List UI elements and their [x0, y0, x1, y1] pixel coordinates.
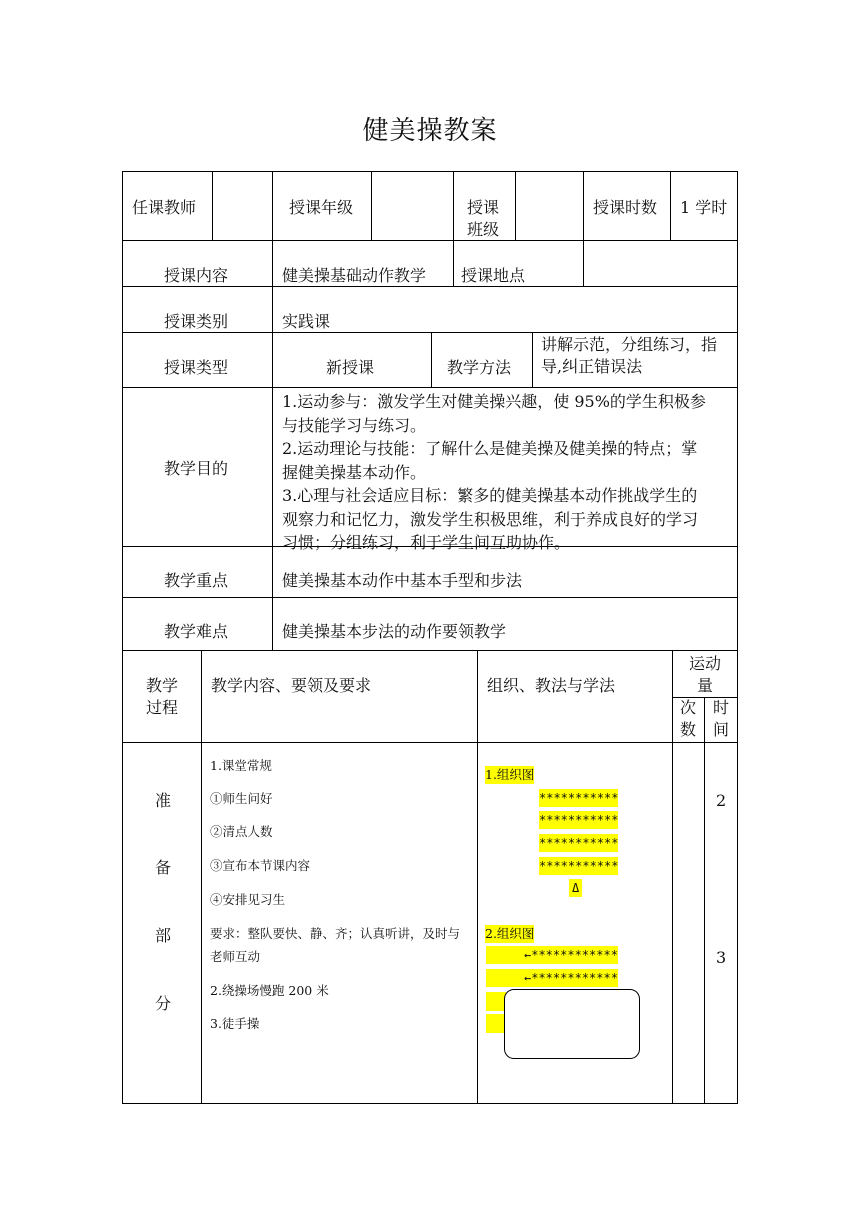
process-col1-line1: 教学 — [146, 676, 179, 695]
formation-row: *********** — [539, 836, 619, 850]
load-header-line2: 量 — [697, 676, 714, 695]
prep-item: ①师生问好 — [210, 791, 273, 806]
method-value-line1: 讲解示范，分组练习，指 — [541, 335, 718, 354]
time-header-line1: 时 — [713, 698, 730, 717]
prep-item: ③宣布本节课内容 — [210, 858, 311, 873]
aims-line: 习惯；分组练习，利于学生间互助协作。 — [282, 533, 571, 552]
type-label: 授课类型 — [164, 358, 229, 377]
category-label: 授课类别 — [164, 312, 229, 331]
hours-label: 授课时数 — [593, 198, 658, 217]
place-label: 授课地点 — [461, 266, 526, 285]
aims-line: 观察力和记忆力，激发学生积极思维，利于养成良好的学习 — [282, 509, 699, 529]
grade-label: 授课年级 — [289, 198, 354, 217]
difficulty-label: 教学难点 — [164, 622, 229, 641]
content-value: 健美操基础动作教学 — [282, 266, 427, 285]
aims-line: 与技能学习与练习。 — [282, 415, 427, 435]
aims-line: 握健美操基本动作。 — [282, 462, 427, 482]
type-value: 新授课 — [326, 358, 375, 377]
method-value-line2: 导,纠正错误法 — [541, 357, 643, 376]
track-diagram-rectangle — [504, 989, 640, 1059]
process-col2-header: 教学内容、要领及要求 — [211, 676, 372, 695]
count-header-line1: 次 — [680, 698, 697, 717]
page-title: 健美操教案 — [362, 116, 498, 146]
hours-value: 1 学时 — [680, 198, 728, 217]
content-label: 授课内容 — [164, 266, 229, 285]
prep-item: 2.绕操场慢跑 200 米 — [210, 983, 329, 998]
class-label-line2: 班级 — [467, 220, 500, 239]
prep-item: ④安排见习生 — [210, 892, 286, 907]
section-char: 备 — [155, 858, 172, 877]
formation-row: *********** — [539, 813, 619, 827]
aims-label: 教学目的 — [164, 459, 229, 478]
aims-text — [282, 390, 732, 555]
org1-label: 1.组织图 — [485, 767, 535, 782]
time-value: 3 — [716, 948, 727, 967]
highlight-block — [486, 992, 506, 1011]
prep-item: 老师互动 — [210, 949, 261, 964]
prep-item: 1.课堂常规 — [210, 758, 272, 773]
count-header-line2: 数 — [680, 720, 697, 739]
section-char: 分 — [155, 994, 172, 1013]
aims-line: 1.运动参与：激发学生对健美操兴趣，使 95%的学生积极参 — [282, 392, 706, 411]
prep-item: 3.徒手操 — [210, 1016, 260, 1031]
aims-line: 2.运动理论与技能：了解什么是健美操及健美操的特点；掌 — [282, 439, 698, 458]
org2-label: 2.组织图 — [485, 926, 535, 941]
time-header-line2: 间 — [713, 720, 730, 739]
key-point-value: 健美操基本动作中基本手型和步法 — [282, 571, 523, 590]
running-row: ←************ — [486, 946, 618, 964]
category-value: 实践课 — [282, 312, 331, 331]
process-col1-line2: 过程 — [146, 698, 179, 717]
process-col3-header: 组织、教法与学法 — [487, 676, 616, 695]
formation-row: *********** — [539, 791, 619, 805]
method-label: 教学方法 — [447, 358, 512, 377]
section-char: 部 — [155, 926, 172, 945]
class-label-line1: 授课 — [467, 198, 500, 217]
teacher-triangle-icon: Δ — [569, 879, 582, 897]
load-header-line1: 运动 — [689, 654, 722, 673]
running-row: ←************ — [486, 969, 618, 987]
time-value: 2 — [716, 791, 727, 810]
teacher-label: 任课教师 — [132, 198, 197, 217]
prep-item: ②清点人数 — [210, 824, 273, 839]
key-point-label: 教学重点 — [164, 571, 229, 590]
formation-row: *********** — [539, 859, 619, 873]
highlight-block — [486, 1014, 506, 1033]
prep-item: 要求：整队要快、静、齐；认真听讲，及时与 — [210, 926, 461, 941]
difficulty-value: 健美操基本步法的动作要领教学 — [282, 622, 507, 641]
section-char: 准 — [155, 791, 172, 810]
aims-line: 3.心理与社会适应目标：繁多的健美操基本动作挑战学生的 — [282, 486, 698, 505]
